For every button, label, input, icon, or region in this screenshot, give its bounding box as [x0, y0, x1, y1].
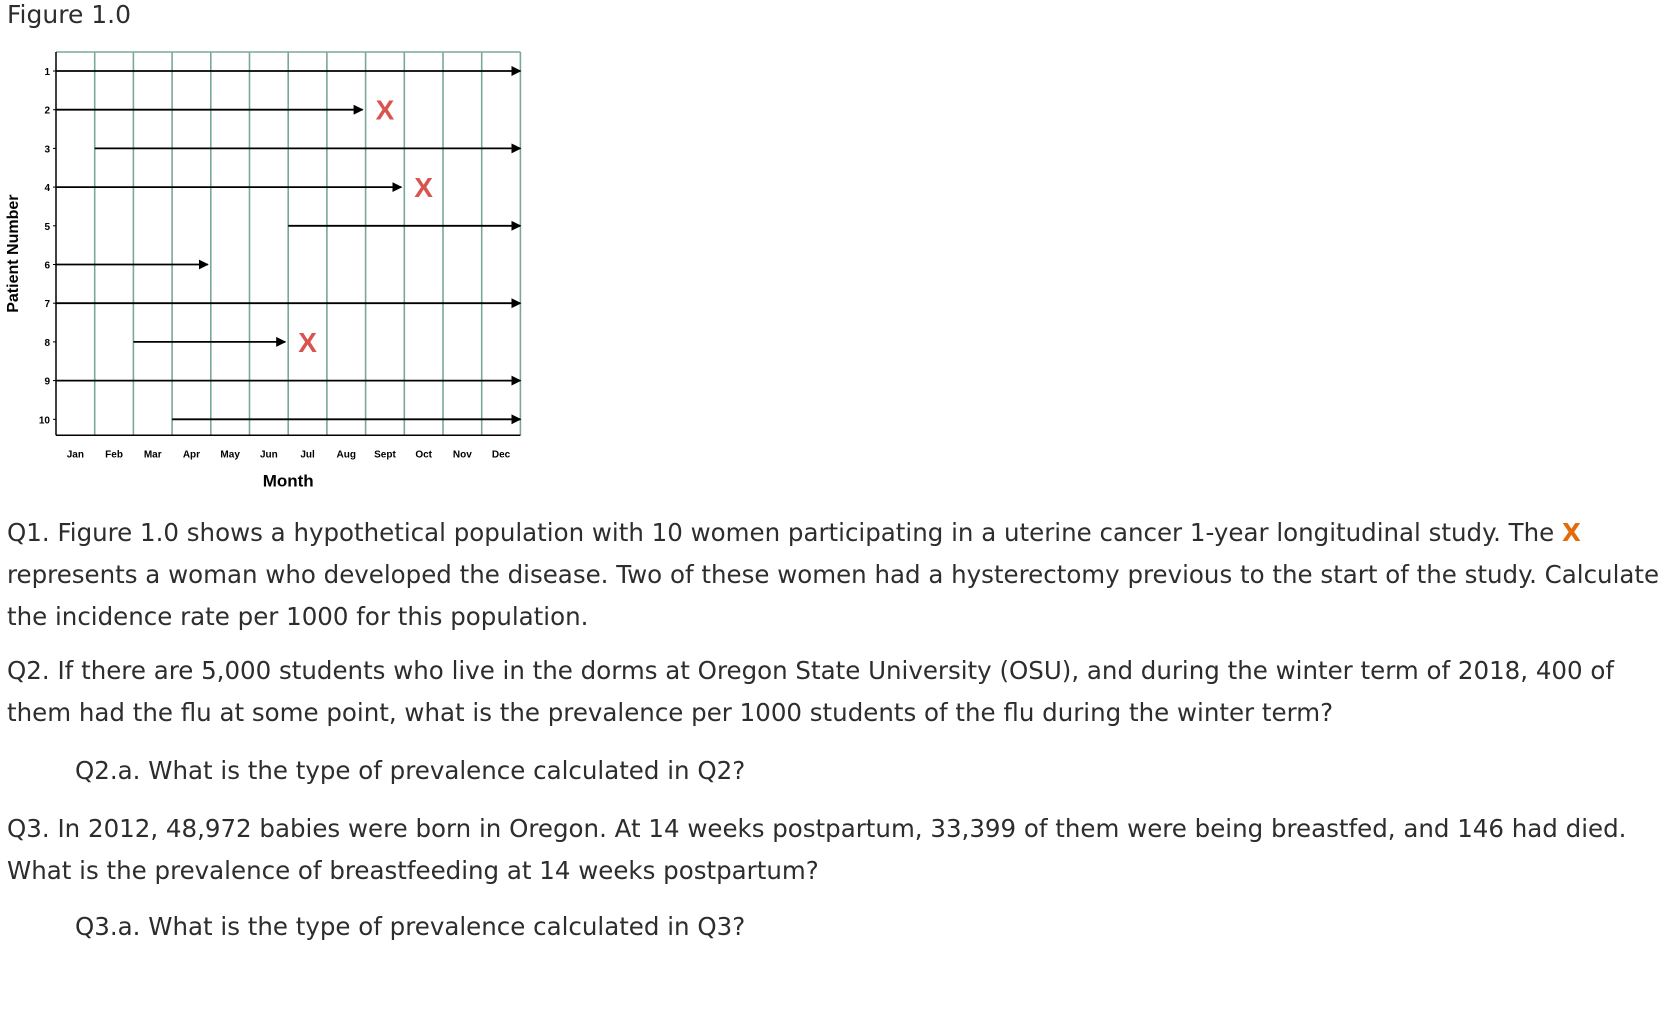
- x-tick-label-jan: Jan: [66, 449, 84, 461]
- y-tick-label-2: 2: [44, 105, 50, 117]
- x-tick-label-jun: Jun: [259, 449, 278, 461]
- question-3a: Q3.a. What is the type of prevalence calculated in Q3?: [75, 912, 746, 941]
- q1-text-1: Q1. Figure 1.0 shows a hypothetical population with 10 women participating in a uterine cancer 1-year longitudinal study. The: [7, 518, 1563, 547]
- figure-title: Figure 1.0: [7, 0, 132, 29]
- q2-text-2: them had the flu at some point, what is the prevalence per 1000 students of the flu during the winter term?: [7, 698, 1334, 727]
- y-tick-label-9: 9: [44, 376, 50, 388]
- y-tick-label-5: 5: [44, 221, 50, 233]
- event-marker-patient-8: X: [298, 326, 317, 358]
- x-tick-label-nov: Nov: [452, 449, 472, 461]
- y-tick-label-10: 10: [38, 415, 50, 427]
- y-tick-label-3: 3: [44, 144, 50, 156]
- patient-timeline-chart: [0, 40, 580, 540]
- x-tick-label-sept: Sept: [374, 449, 396, 461]
- x-tick-label-feb: Feb: [105, 449, 123, 461]
- y-tick-label-7: 7: [44, 299, 50, 311]
- x-tick-label-may: May: [220, 449, 240, 461]
- x-tick-label-jul: Jul: [300, 449, 315, 461]
- y-tick-label-6: 6: [44, 260, 50, 272]
- x-tick-label-oct: Oct: [415, 449, 432, 461]
- x-tick-label-apr: Apr: [182, 449, 201, 461]
- y-tick-label-1: 1: [44, 67, 50, 78]
- question-2a: Q2.a. What is the type of prevalence calculated in Q2?: [75, 756, 746, 785]
- question-2: [7, 650, 1662, 734]
- x-tick-label-mar: Mar: [143, 449, 162, 461]
- x-axis-title: Month: [262, 471, 314, 491]
- event-marker-patient-2: X: [375, 94, 395, 126]
- q2-text-1: Q2. If there are 5,000 students who live in the dorms at Oregon State University (OSU), and during the winter term of 2018, 400 of: [7, 656, 1614, 685]
- x-tick-label-dec: Dec: [491, 449, 511, 461]
- q3-text-2: What is the prevalence of breastfeeding at 14 weeks postpartum?: [7, 856, 819, 885]
- event-marker-patient-4: X: [414, 172, 433, 204]
- q1-text-3: the incidence rate per 1000 for this population.: [7, 602, 589, 631]
- y-tick-label-4: 4: [44, 183, 50, 195]
- question-1: [7, 512, 1662, 638]
- y-axis-title: Patient Number: [5, 194, 22, 313]
- q1-text-2: represents a woman who developed the disease. Two of these women had a hysterectomy previous to the start of the study. Calculate: [7, 560, 1660, 589]
- axis-labels: [5, 67, 511, 490]
- q1-x-marker: X: [1562, 518, 1581, 547]
- q3-text-1: Q3. In 2012, 48,972 babies were born in Oregon. At 14 weeks postpartum, 33,399 of them were being breastfed, and 146 had died.: [7, 814, 1627, 843]
- question-3: [7, 808, 1662, 892]
- y-tick-label-8: 8: [44, 337, 50, 349]
- x-tick-label-aug: Aug: [336, 449, 356, 461]
